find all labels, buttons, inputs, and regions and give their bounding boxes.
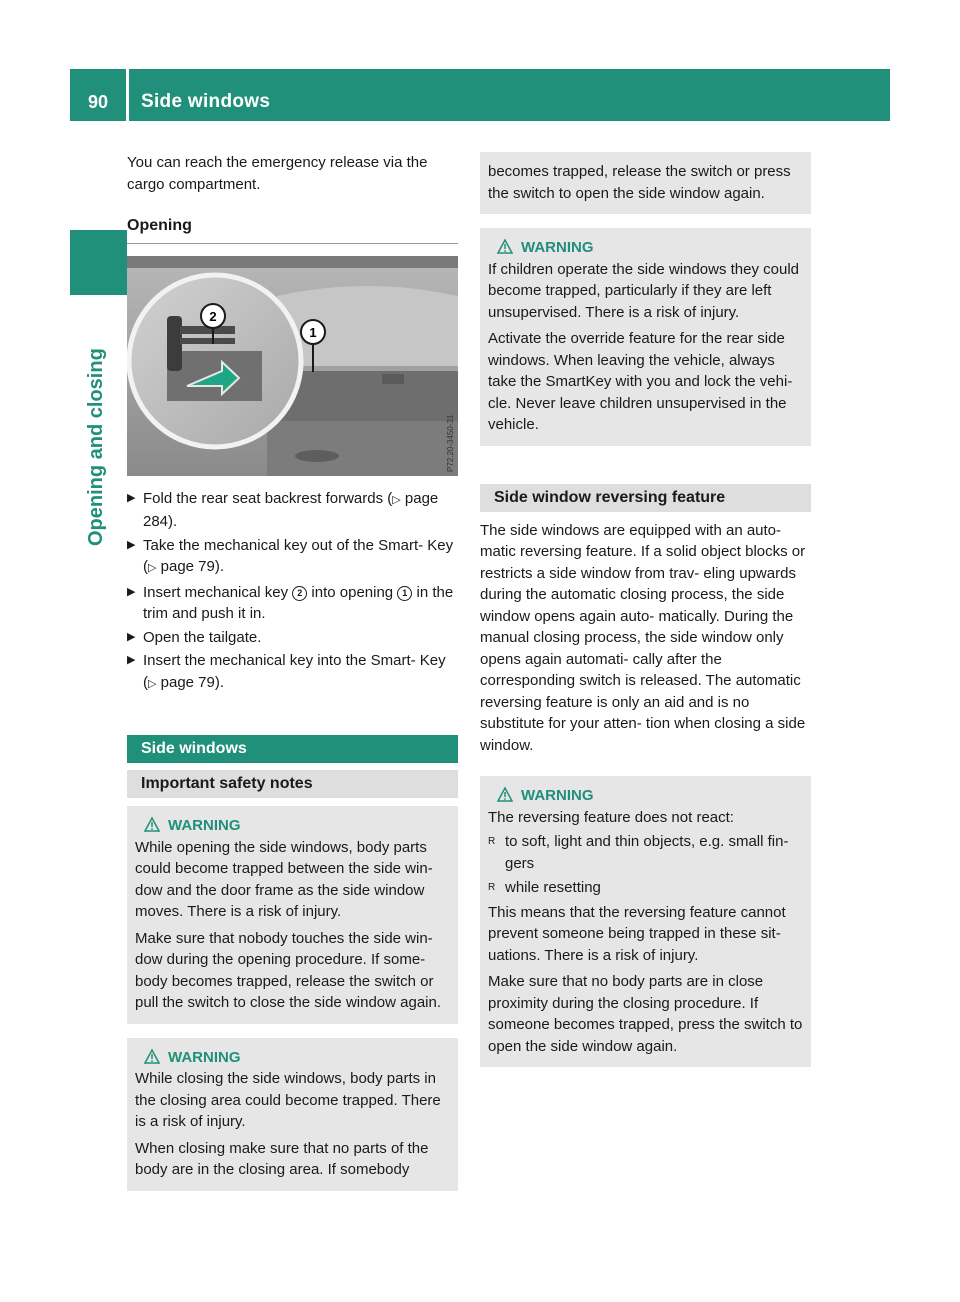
warning-text: The reversing feature does not react: <box>488 808 734 826</box>
opening-heading: Opening <box>127 215 458 244</box>
step-text: Fold the rear seat backrest forwards ( <box>143 489 393 507</box>
right-column <box>480 152 811 1067</box>
warning-label: WARNING <box>168 1048 241 1066</box>
warning-triangle-icon <box>497 787 513 802</box>
warning-text: When closing make sure that no parts of the body are in the closing area. If somebody <box>135 1139 429 1178</box>
intro-text: You can reach the emergency release via the cargo compartment. <box>127 154 428 193</box>
warning-text: This means that the reversing feature cannot prevent someone being trapped in these sit- uations. There is a risk of injury. <box>488 903 786 964</box>
chapter-tab-marker <box>70 230 127 295</box>
subsection-title-safety: Important safety notes <box>127 770 458 798</box>
warning-text: Activate the override feature for the rear side windows. When leaving the vehicle, always take the SmartKey with you and lock the vehi- cle. Never leave children unsupervised in the vehicle. <box>488 330 793 433</box>
subsection-title-reversing: Side window reversing feature <box>480 484 811 512</box>
step-text: Take the mechanical key out of the Smart- Key ( <box>143 536 454 575</box>
figure-callout-2: 2 <box>209 308 217 324</box>
warning-text: Make sure that no body parts are in close proximity during the closing procedure. If someone becomes trapped, press the switch to open the side window again. <box>488 973 803 1055</box>
bullet-icon: R <box>488 836 496 847</box>
figure-illustration <box>127 256 458 476</box>
warning-text: Make sure that nobody touches the side win- dow during the opening procedure. If some- body becomes trapped, release the switch or pull the switch to close the side window again. <box>135 929 442 1011</box>
step-text: page 284). <box>143 489 439 530</box>
step-arrow-icon: ▶ <box>127 585 136 598</box>
warning-text: While closing the side windows, body parts in the closing area could become trapped. There is a risk of injury. <box>135 1070 441 1130</box>
list-item-text: while resetting <box>505 879 601 896</box>
step-item <box>127 650 458 695</box>
step-text: page 79). <box>156 673 225 691</box>
section-title-side-windows: Side windows <box>127 735 458 763</box>
bullet-icon: R <box>488 882 496 893</box>
header-divider <box>126 69 129 121</box>
warning-text: becomes trapped, release the switch or press the switch to open the side window again. <box>488 163 791 202</box>
warning-box <box>480 776 811 1067</box>
warning-continuation-box <box>480 152 811 214</box>
warning-box <box>480 228 811 446</box>
warning-title <box>488 785 803 807</box>
step-text: Insert mechanical key <box>143 583 293 601</box>
left-column <box>127 152 458 1191</box>
page-ref-icon: ▷ <box>148 562 157 574</box>
page-header <box>70 69 890 121</box>
page-number: 90 <box>87 92 109 112</box>
list-item <box>488 831 803 874</box>
warning-triangle-icon <box>144 817 160 832</box>
warning-triangle-icon <box>497 239 513 254</box>
step-text: Open the tailgate. <box>143 628 262 646</box>
step-text: into opening <box>307 583 398 601</box>
reversing-body-text: The side windows are equipped with an auto- matic reversing feature. If a solid object blocks or restricts a side window from trav- eling upwards during the automatic closing process, the side window opens again auto- matically. During the manual closing process, the side window only opens again automati- cally after the corresponding switch is released. The automatic reversing feature is only an aid and is no substitute for your atten- tion when closing a side window. <box>480 521 806 754</box>
page-ref-icon: ▷ <box>392 493 401 506</box>
step-item <box>127 488 458 533</box>
warning-text: If children operate the side windows they could become trapped, particularly if they are left unsupervised. There is a risk of injury. <box>488 260 800 321</box>
step-text: Insert the mechanical key into the Smart- Key ( <box>143 652 446 691</box>
callout-1-icon: 1 <box>397 586 412 601</box>
warning-title <box>135 1047 450 1069</box>
step-arrow-icon: ▶ <box>127 630 136 643</box>
step-item <box>127 535 458 580</box>
step-arrow-icon: ▶ <box>127 654 136 666</box>
warning-title <box>488 237 803 259</box>
warning-box <box>127 806 458 1024</box>
figure-callout-1: 1 <box>309 324 317 340</box>
warning-triangle-icon <box>144 1049 160 1064</box>
header-title: Side windows <box>141 91 271 112</box>
warning-title <box>135 815 450 837</box>
warning-box <box>127 1038 458 1191</box>
emergency-release-figure <box>127 256 458 476</box>
page-ref-icon: ▷ <box>148 677 157 690</box>
step-arrow-icon: ▶ <box>127 491 136 504</box>
warning-label: WARNING <box>521 239 594 256</box>
figure-code: P72.20-3450-31 <box>446 414 455 472</box>
step-item <box>127 627 458 649</box>
step-text: in the trim and push it in. <box>143 583 454 622</box>
warning-label: WARNING <box>521 787 594 804</box>
steps-list <box>127 488 458 696</box>
warning-text: While opening the side windows, body parts could become trapped between the side win- dow and the door frame as the side window moves. There is a risk of injury. <box>135 838 433 920</box>
chapter-label: Opening and closing <box>85 348 107 546</box>
warning-label: WARNING <box>168 817 241 834</box>
step-arrow-icon: ▶ <box>127 538 136 551</box>
callout-2-icon: 2 <box>292 586 307 601</box>
list-item-text: to soft, light and thin objects, e.g. small fin- gers <box>505 833 789 872</box>
step-item <box>127 582 458 625</box>
step-text: page 79). <box>156 558 225 575</box>
list-item <box>488 877 803 899</box>
